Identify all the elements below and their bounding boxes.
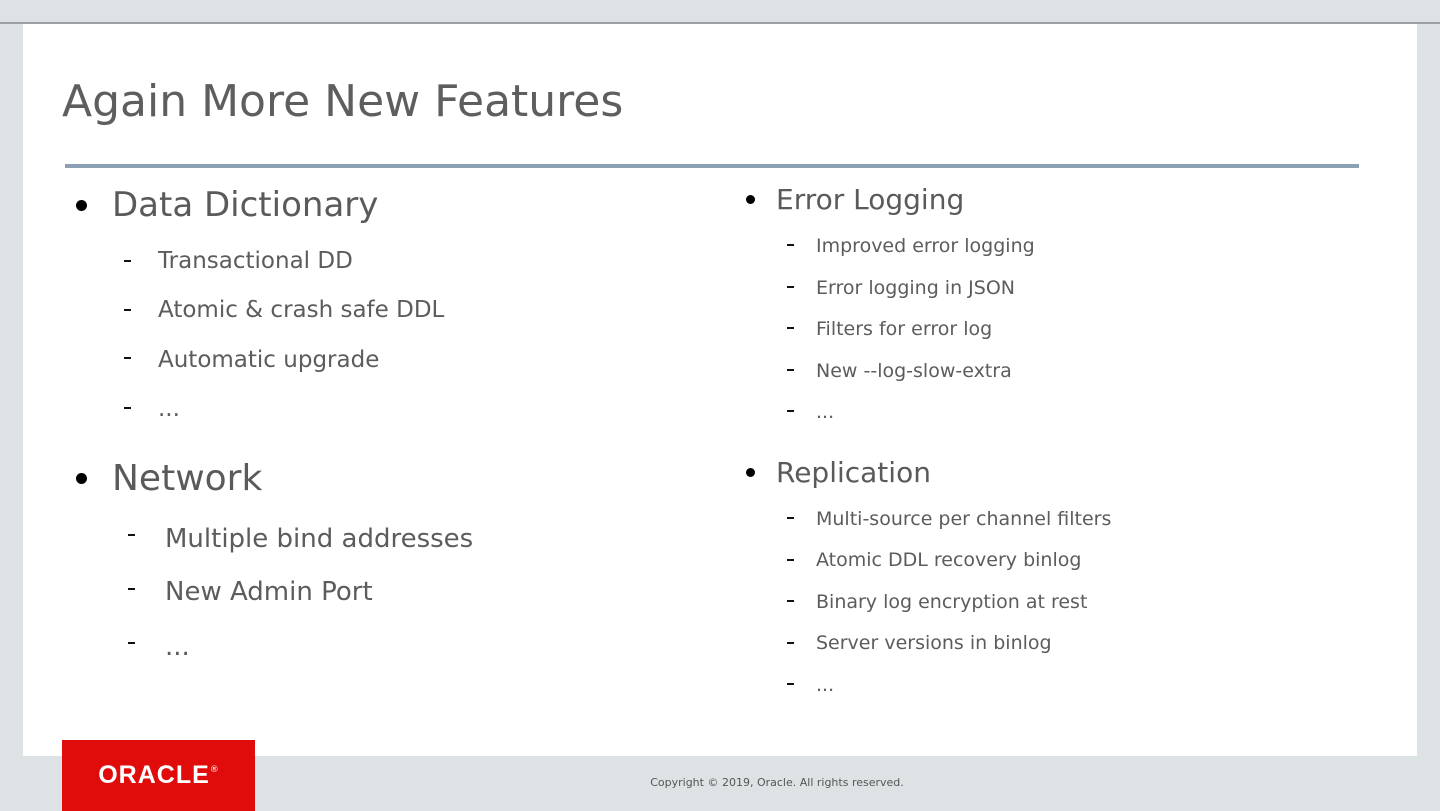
sub-item: ... [165, 632, 190, 662]
title-divider [65, 164, 1359, 168]
sub-item: Atomic DDL recovery binlog [816, 549, 1082, 571]
sub-item: Server versions in binlog [816, 632, 1052, 654]
dash-icon [787, 642, 794, 644]
dash-icon [128, 642, 135, 644]
sub-item: Error logging in JSON [816, 277, 1015, 299]
sub-item: ... [158, 396, 180, 422]
dash-icon [128, 534, 135, 536]
sub-item: Binary log encryption at rest [816, 591, 1088, 613]
sub-item: New Admin Port [165, 577, 373, 607]
sub-item: Multi-source per channel filters [816, 508, 1112, 530]
slide-title: Again More New Features [62, 76, 624, 127]
bullet-dot-icon [746, 468, 755, 477]
registered-mark: ® [209, 764, 219, 775]
sub-item: Multiple bind addresses [165, 524, 474, 554]
logo-text: ORACLE [98, 761, 210, 789]
dash-icon [128, 588, 135, 590]
dash-icon [124, 260, 131, 262]
dash-icon [124, 309, 131, 311]
bullet-dot-icon [746, 195, 755, 204]
sub-item: Automatic upgrade [158, 347, 380, 373]
bullet-error-logging [746, 183, 964, 216]
dash-icon [787, 559, 794, 561]
dash-icon [787, 244, 794, 246]
dash-icon [787, 517, 794, 519]
sub-item: ... [816, 401, 835, 423]
sub-item: ... [816, 674, 835, 696]
bullet-heading: Error Logging [776, 183, 965, 216]
bullet-heading: Data Dictionary [112, 185, 379, 225]
bullet-network [76, 458, 262, 499]
dash-icon [787, 327, 794, 329]
slide-canvas [23, 24, 1417, 756]
bullet-dot-icon [76, 473, 87, 484]
dash-icon [787, 286, 794, 288]
dash-icon [787, 600, 794, 602]
dash-icon [787, 369, 794, 371]
sub-item: Improved error logging [816, 235, 1035, 257]
dash-icon [124, 407, 131, 409]
copyright-notice: Copyright © 2019, Oracle. All rights reserved. [650, 776, 904, 789]
dash-icon [124, 357, 131, 359]
dash-icon [787, 683, 794, 685]
bullet-heading: Replication [776, 456, 931, 489]
sub-item: Transactional DD [158, 248, 353, 274]
sub-item: Filters for error log [816, 318, 993, 340]
bullet-replication [746, 456, 931, 489]
sub-item: Atomic & crash safe DDL [158, 297, 445, 323]
bullet-dot-icon [76, 200, 87, 211]
sub-item: New --log-slow-extra [816, 360, 1012, 382]
bullet-data-dictionary [76, 185, 378, 225]
dash-icon [787, 410, 794, 412]
bullet-heading: Network [112, 458, 263, 499]
